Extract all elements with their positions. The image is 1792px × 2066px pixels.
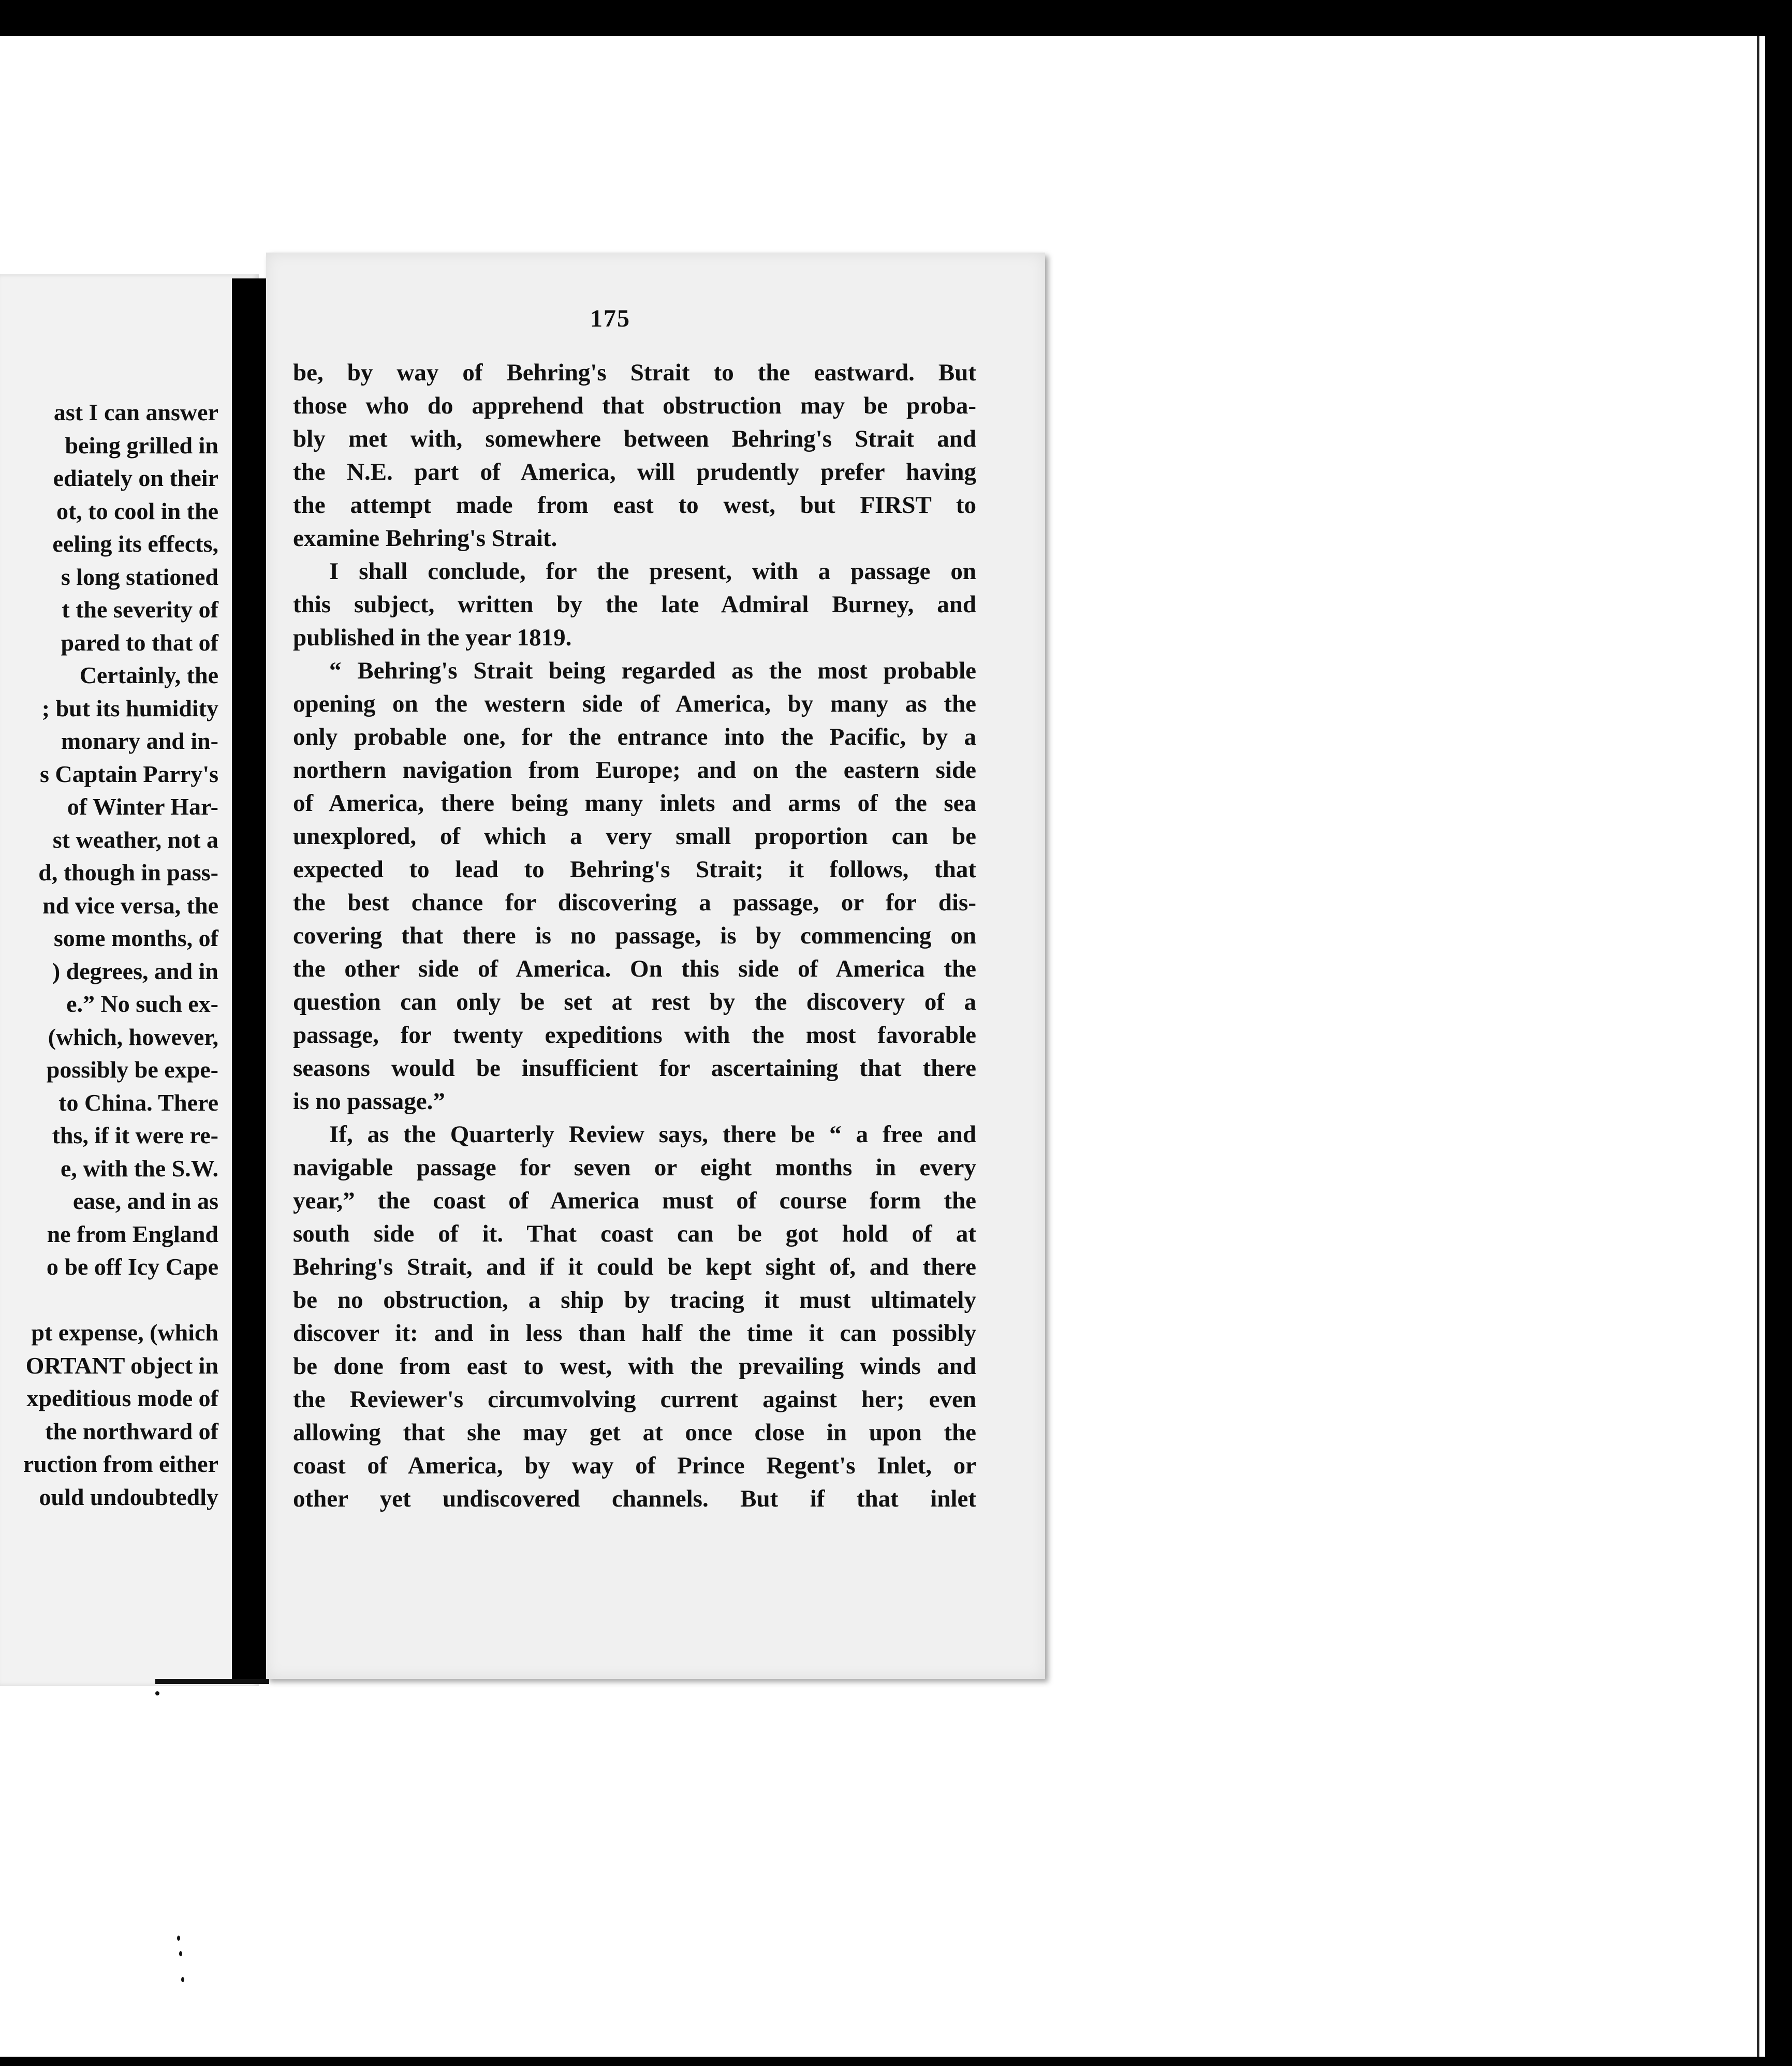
- left-text-line: xpeditious mode of: [26, 1385, 218, 1411]
- left-text-line: ould undoubtedly: [39, 1483, 218, 1510]
- text-line: the Reviewer's circumvolving current against her; even: [293, 1386, 976, 1413]
- left-text-line: monary and in-: [61, 728, 218, 754]
- text-line: passage, for twenty expeditions with the most favorable: [293, 1022, 976, 1049]
- text-line: allowing that she may get at once close in upon the: [293, 1419, 976, 1446]
- text-line: be, by way of Behring's Strait to the eastward. But: [293, 359, 976, 386]
- left-text-line: ediately on their: [53, 465, 218, 491]
- left-text-line: ORTANT object in: [25, 1352, 218, 1379]
- left-page: [0, 274, 259, 1686]
- text-line: unexplored, of which a very small proportion can be: [293, 823, 976, 850]
- text-line: question can only be set at rest by the discovery of a: [293, 988, 976, 1015]
- text-line: the best chance for discovering a passage, or for dis-: [293, 889, 976, 916]
- text-line: other yet undiscovered channels. But if that inlet: [293, 1485, 976, 1512]
- text-line: the N.E. part of America, will prudently prefer having: [293, 459, 976, 485]
- page-number: 175: [590, 305, 630, 332]
- text-line: be done from east to west, with the prevailing winds and: [293, 1353, 976, 1380]
- left-text-line: ne from England: [47, 1220, 218, 1247]
- scan-speck: [179, 1951, 182, 1956]
- scan-speck: [177, 1936, 180, 1941]
- text-line: this subject, written by the late Admiral Burney, and: [293, 591, 976, 618]
- left-text-line: to China. There: [58, 1089, 218, 1116]
- left-text-line: ease, and in as: [72, 1188, 218, 1214]
- left-text-line: possibly be expe-: [46, 1056, 218, 1083]
- text-line: opening on the western side of America, by many as the: [293, 690, 976, 717]
- left-text-line: the northward of: [45, 1418, 218, 1444]
- text-line: year,” the coast of America must of course form the: [293, 1187, 976, 1214]
- left-text-line: d, though in pass-: [38, 859, 218, 886]
- left-text-line: pt expense, (which: [31, 1319, 218, 1346]
- left-text-line: st weather, not a: [52, 826, 218, 853]
- text-line: only probable one, for the entrance into the Pacific, by a: [293, 724, 976, 750]
- left-text-line: some months, of: [53, 925, 218, 951]
- text-line: south side of it. That coast can be got hold of at: [293, 1220, 976, 1247]
- scan-border-right: [1765, 0, 1792, 2066]
- text-line: of America, there being many inlets and arms of the sea: [293, 790, 976, 817]
- text-line: seasons would be insufficient for ascertaining that there: [293, 1055, 976, 1082]
- left-text-line: s long stationed: [61, 563, 218, 590]
- text-line: bly met with, somewhere between Behring's Strait and: [293, 425, 976, 452]
- scan-speck: [155, 1691, 159, 1695]
- left-page-text: [0, 396, 218, 1513]
- text-line: Behring's Strait, and if it could be kept sight of, and there: [293, 1253, 976, 1280]
- text-line: If, as the Quarterly Review says, there be “ a free and: [329, 1121, 976, 1148]
- text-line: navigable passage for seven or eight months in every: [293, 1154, 976, 1181]
- left-text-line: Certainly, the: [79, 662, 218, 688]
- binding-edge: [155, 1679, 269, 1684]
- text-line: is no passage.”: [293, 1088, 445, 1115]
- text-line: discover it: and in less than half the time it can possibly: [293, 1320, 976, 1347]
- right-page: [266, 253, 1045, 1679]
- text-line: the attempt made from east to west, but FIRST to: [293, 492, 976, 519]
- text-line: the other side of America. On this side of America the: [293, 955, 976, 982]
- left-text-line: ths, if it were re-: [52, 1122, 218, 1148]
- text-line: those who do apprehend that obstruction may be proba-: [293, 392, 976, 419]
- mount-edge: [1757, 36, 1759, 2057]
- left-text-line: eeling its effects,: [52, 530, 218, 557]
- text-line: I shall conclude, for the present, with a passage on: [329, 558, 976, 585]
- left-text-line: (which, however,: [48, 1023, 218, 1050]
- left-text-line: e, with the S.W.: [61, 1155, 218, 1182]
- book-gutter: [232, 278, 268, 1679]
- left-text-line: of Winter Har-: [67, 793, 218, 820]
- text-line: coast of America, by way of Prince Regent's Inlet, or: [293, 1452, 976, 1479]
- text-line: examine Behring's Strait.: [293, 525, 557, 552]
- left-text-line: being grilled in: [65, 432, 218, 459]
- text-line: northern navigation from Europe; and on the eastern side: [293, 757, 976, 784]
- left-text-line: ruction from either: [23, 1451, 218, 1477]
- left-text-line: ) degrees, and in: [52, 957, 218, 984]
- text-line: be no obstruction, a ship by tracing it must ultimately: [293, 1287, 976, 1314]
- page-body-text: [293, 356, 976, 1515]
- left-text-line: ; but its humidity: [41, 695, 218, 721]
- left-text-line: pared to that of: [61, 629, 218, 656]
- scan-border-bottom: [0, 2057, 1792, 2066]
- text-line: “ Behring's Strait being regarded as the most probable: [329, 657, 976, 684]
- left-text-line: nd vice versa, the: [42, 892, 218, 919]
- left-text-line: s Captain Parry's: [40, 760, 218, 787]
- text-line: expected to lead to Behring's Strait; it follows, that: [293, 856, 976, 883]
- text-line: published in the year 1819.: [293, 624, 572, 651]
- left-text-line: [0, 1283, 218, 1317]
- left-text-line: ast I can answer: [53, 399, 218, 425]
- text-line: covering that there is no passage, is by commencing on: [293, 922, 976, 949]
- scan-speck: [181, 1977, 184, 1982]
- left-text-line: o be off Icy Cape: [46, 1253, 218, 1280]
- left-text-line: t the severity of: [62, 596, 218, 623]
- scan-border-top: [0, 0, 1792, 36]
- left-text-line: ot, to cool in the: [56, 497, 218, 524]
- left-text-line: e.” No such ex-: [66, 991, 218, 1017]
